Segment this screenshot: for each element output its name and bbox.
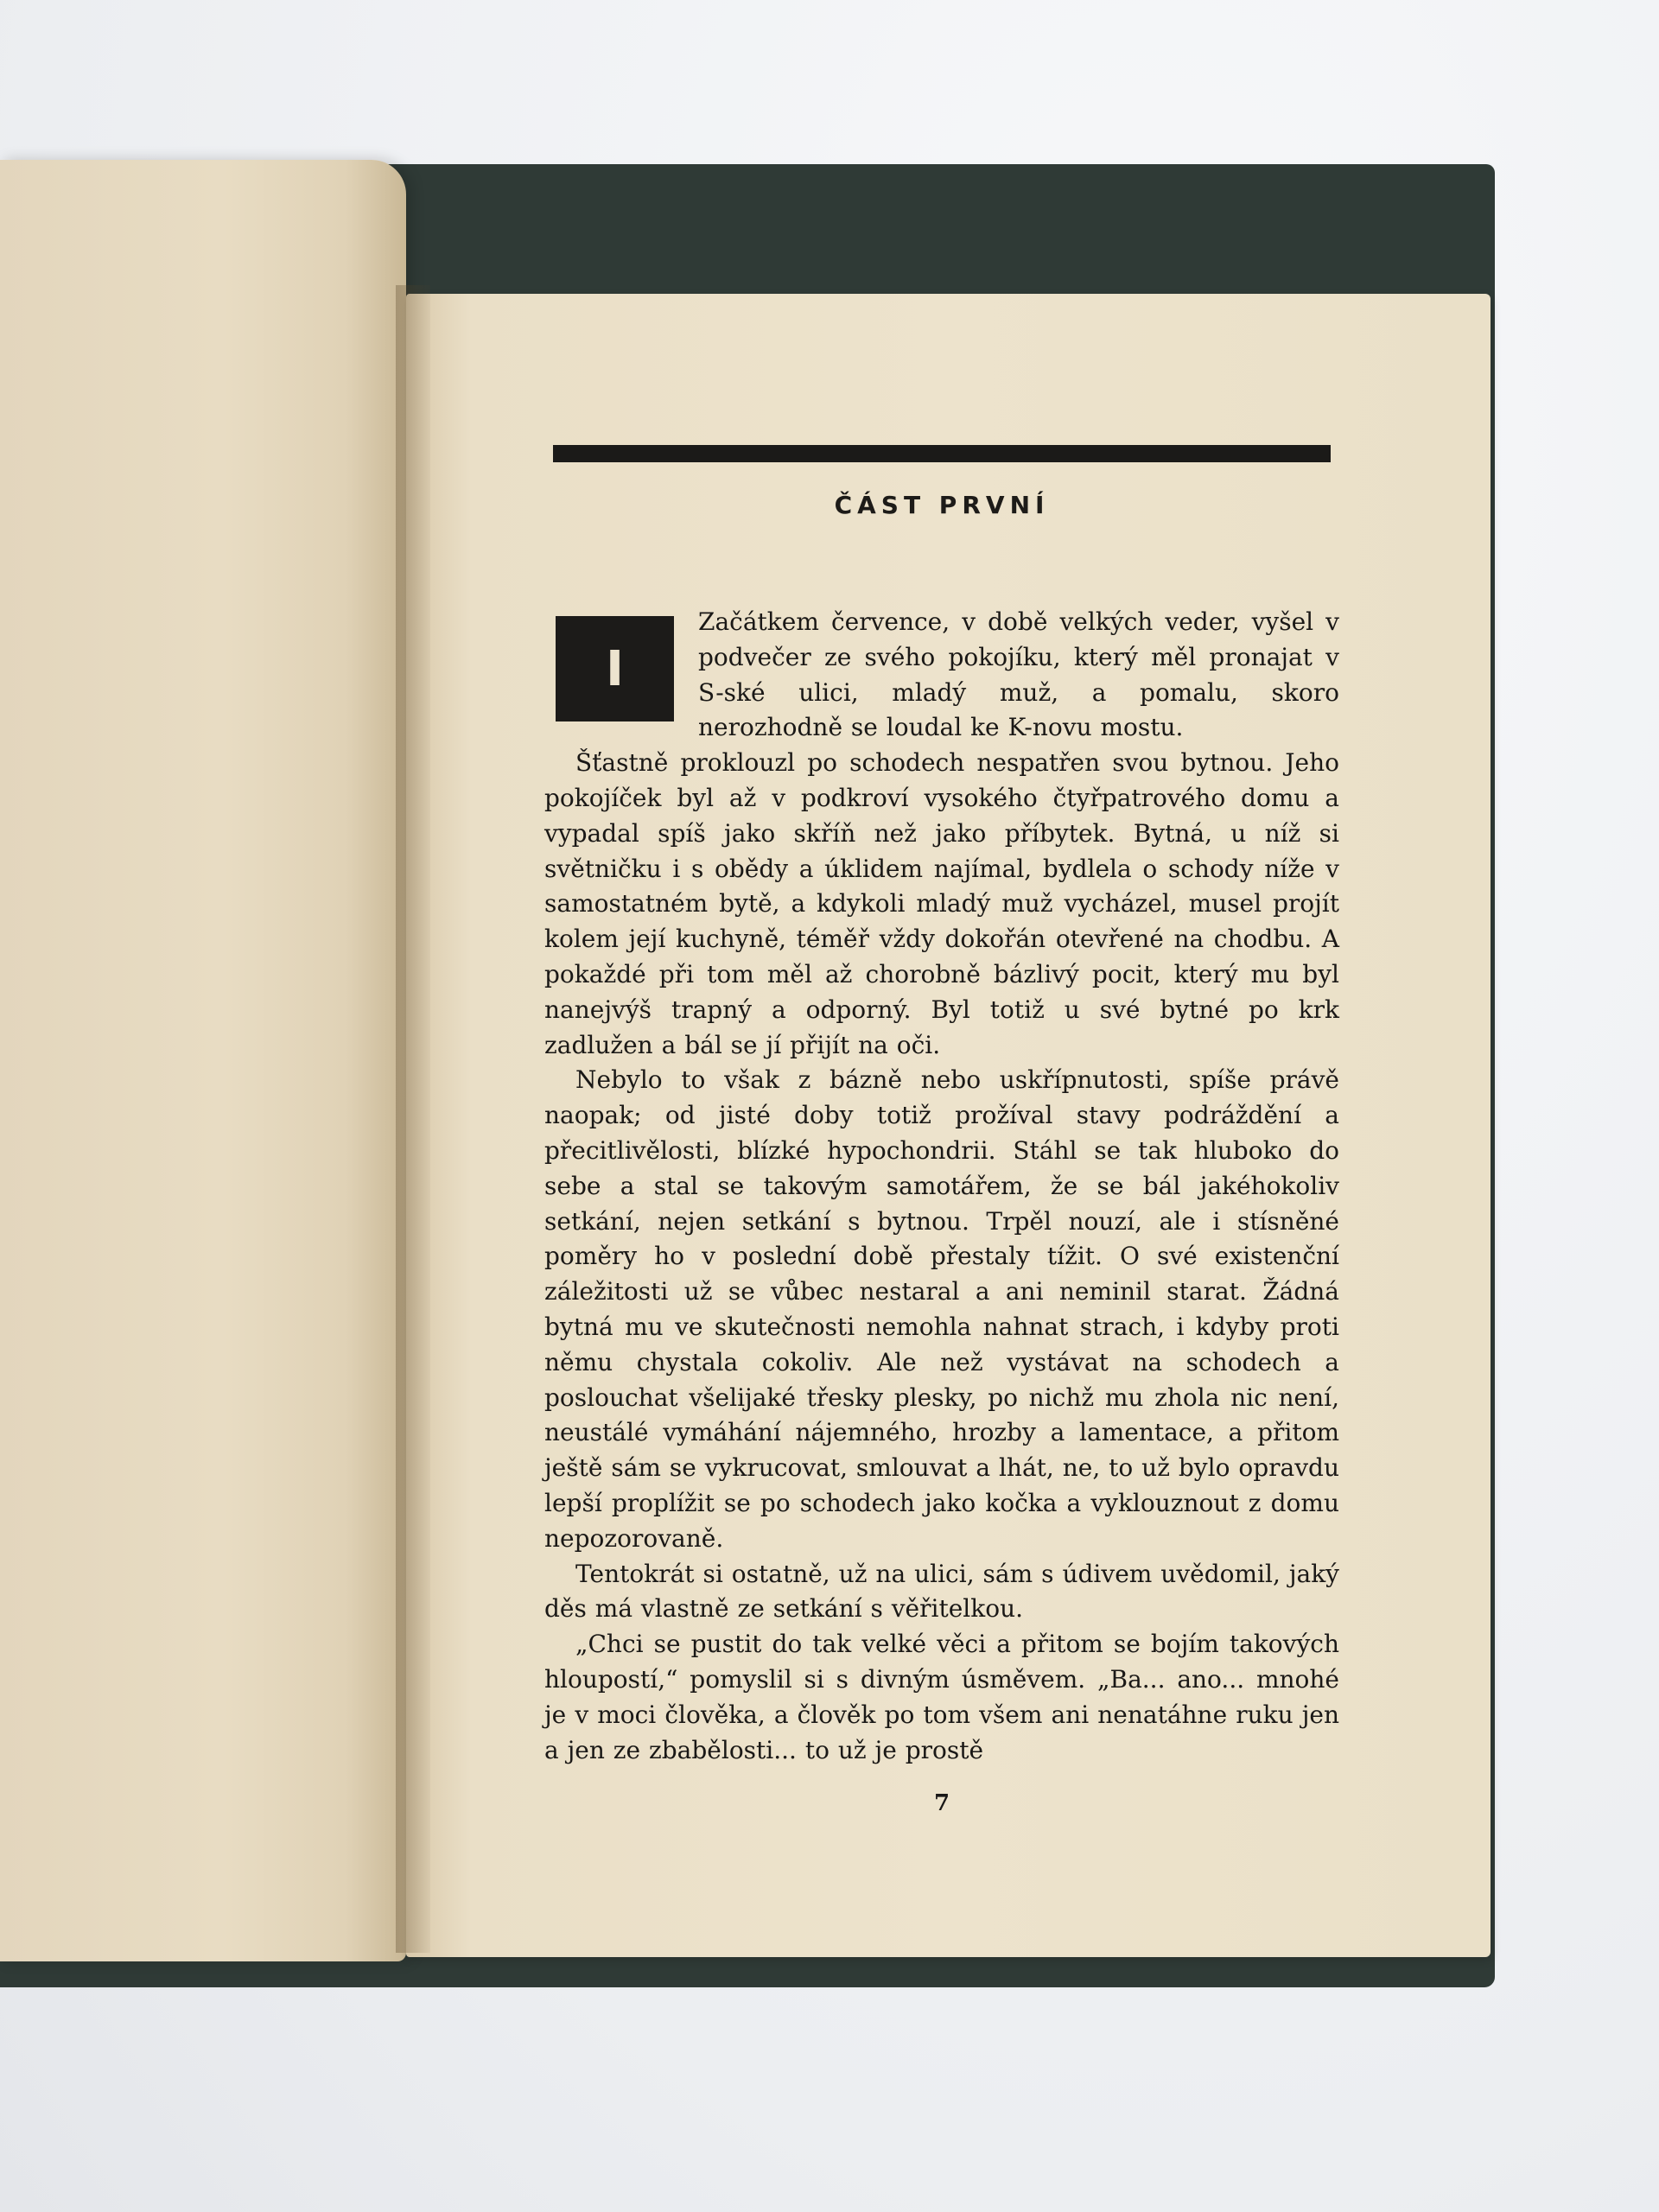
left-page <box>0 160 406 1961</box>
paragraph: Tentokrát si ostatně, už na ulici, sám s údivem uvědomil, jaký děs má vlastně ze setkání s věřitelkou. <box>544 1559 1339 1624</box>
part-heading: ČÁST PRVNÍ <box>834 491 1050 519</box>
initial-spacer <box>544 605 698 741</box>
chapter-number: I <box>606 640 624 697</box>
page-number: 7 <box>933 1790 950 1816</box>
paragraph: Nebylo to však z bázně nebo uskřípnutosti, spíše právě naopak; od jisté doby totiž prožíval stavy podráždění a přecitlivělosti, blízké hypochondrii. Stáhl se tak hluboko do sebe a stal se takovým samotářem, že se bál jakéhokoliv setkání, nejen setkání s bytnou. Trpěl nouzí, ale i stísněné poměry ho v poslední době přestaly tížit. O své existenční záležitosti už se vůbec nestaral a ani neminil starat. Žádná bytná mu ve skutečnosti nemohla nahnat strach, i kdyby proti němu chystala cokoliv. Ale než vystávat na schodech a poslouchat všelijaké třesky plesky, po nichž mu zhola nic není, neustálé vymáhání nájemného, hrozby a lamentace, a přitom ještě sám se vykrucovat, smlouvat a lhát, ne, to už bylo opravdu lepší proplížit se po schodech jako kočka a vyklouznout z domu nepozorovaně. <box>544 1065 1339 1553</box>
book-gutter <box>396 285 430 1953</box>
paragraph: Začátkem července, v době velkých veder, vyšel v podvečer ze svého pokojíku, který měl pronajat v S-ské ulici, mladý muž, a pomalu, skoro nerozhodně se loudal ke K-novu mostu. <box>698 607 1339 742</box>
body-text <box>544 605 1339 1768</box>
paragraph: Šťastně proklouzl po schodech nespatřen svou bytnou. Jeho pokojíček byl až v podkroví vysokého čtyřpatrového domu a vypadal spíš jako skříň než jako příbytek. Bytná, u níž si světničku i s obědy a úklidem najímal, bydlela o schody níže v samostatném bytě, a kdykoli mladý muž vycházel, musel projít kolem její kuchyně, téměř vždy dokořán otevřené na chodbu. A pokaždé při tom měl až chorobně bázlivý pocit, který mu byl nanejvýš trapný a odporný. Byl totiž u své bytné po krk zadlužen a bál se jí přijít na oči. <box>544 748 1339 1059</box>
heading-rule <box>553 445 1331 462</box>
paragraph: „Chci se pustit do tak velké věci a přitom se bojím takových hloupostí,“ pomyslil si s divným úsměvem. „Ba... ano... mnohé je v moci člověka, a člověk po tom všem ani nenatáhne ruku jen a jen ze zbabělosti... to už je prostě <box>544 1630 1339 1764</box>
